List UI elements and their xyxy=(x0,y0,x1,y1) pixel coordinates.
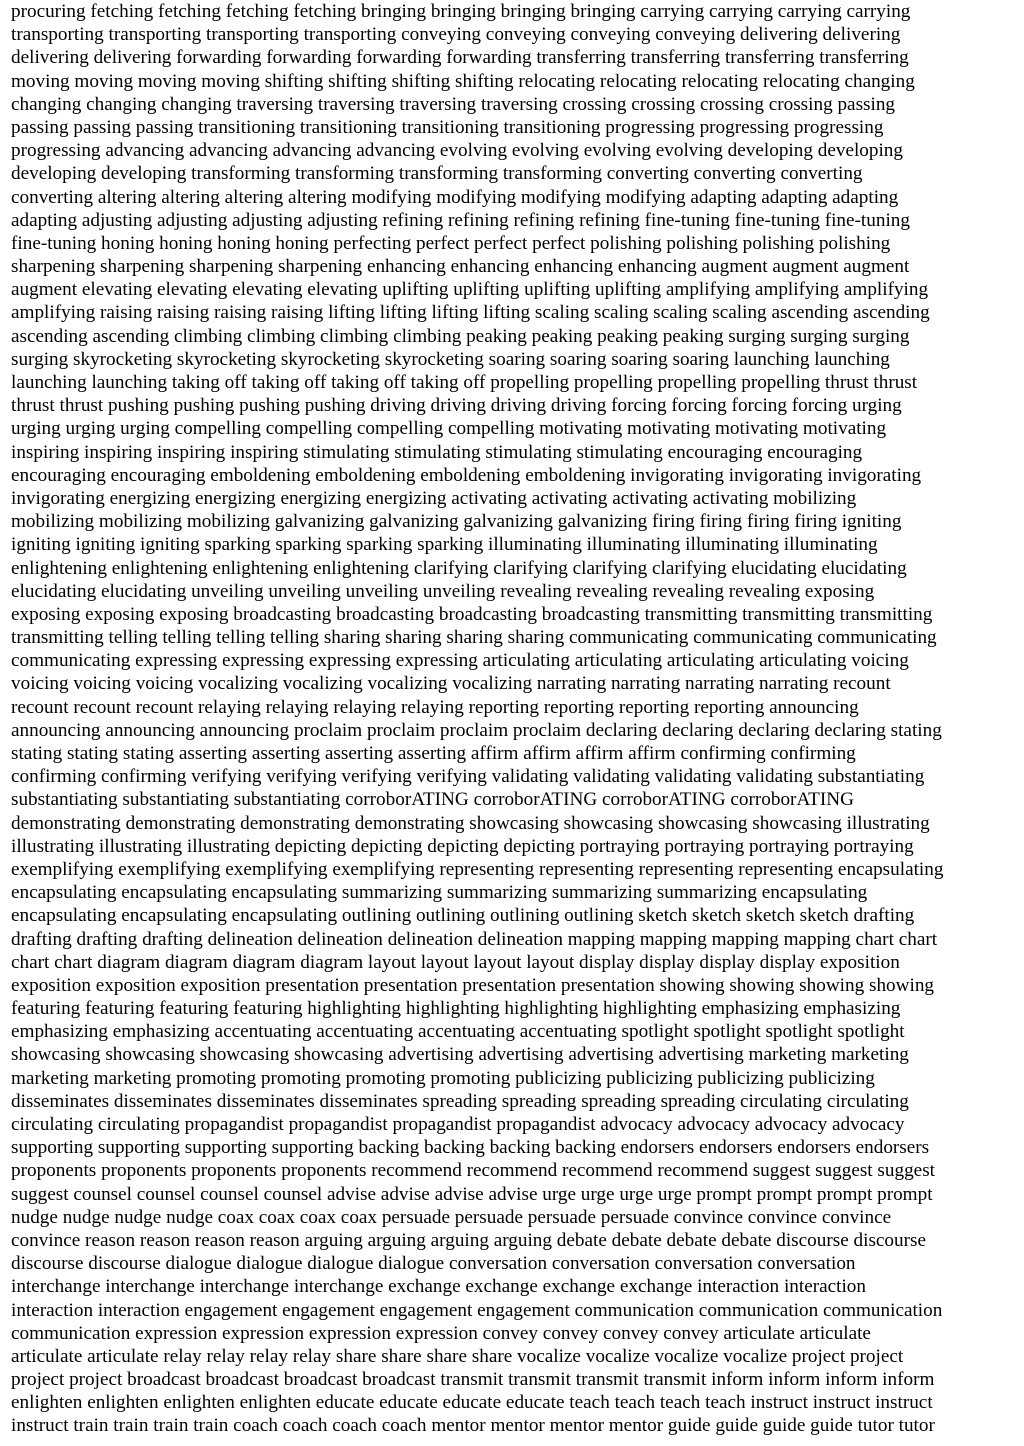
text-line: transporting transporting transporting transporting conveying conveying conveying conveying delivering delivering xyxy=(11,24,901,46)
text-line: urging urging urging compelling compelling compelling compelling motivating motivating motivating motivating xyxy=(11,418,887,440)
text-line: featuring featuring featuring featuring highlighting highlighting highlighting highlighting emphasizing emphasizing xyxy=(11,998,901,1020)
text-line: inspiring inspiring inspiring inspiring stimulating stimulating stimulating stimulating encouraging encouraging xyxy=(11,441,863,463)
text-line: instruct train train train train coach coach coach coach mentor mentor mentor mentor guide guide guide guide tutor tutor xyxy=(11,1415,935,1437)
text-line: demonstrating demonstrating demonstrating demonstrating showcasing showcasing showcasing showcasing illustrating xyxy=(11,812,930,834)
text-line: surging skyrocketing skyrocketing skyrocketing skyrocketing soaring soaring soaring soaring launching launching xyxy=(11,348,890,370)
text-line: discourse discourse dialogue dialogue dialogue dialogue conversation conversation conversation conversation xyxy=(11,1253,856,1275)
text-line: disseminates disseminates disseminates disseminates spreading spreading spreading spreading circulating circulating xyxy=(11,1090,909,1112)
text-line: voicing voicing voicing vocalizing vocalizing vocalizing vocalizing narrating narrating narrating narrating recount xyxy=(11,673,891,695)
text-line: launching launching taking off taking off taking off taking off propelling propelling propelling propelling thrust thrust xyxy=(11,372,918,393)
text-line: convince reason reason reason reason arguing arguing arguing arguing debate debate debate debate discourse discourse xyxy=(11,1229,926,1251)
text-line: supporting supporting supporting supporting backing backing backing backing endorsers endorsers endorsers endorsers xyxy=(11,1137,930,1159)
text-line: converting altering altering altering altering modifying modifying modifying modifying adapting adapting adapting xyxy=(11,186,899,208)
body-text xyxy=(11,0,1024,1438)
text-line: recount recount recount relaying relaying relaying relaying reporting reporting reporting reporting announcing xyxy=(11,696,859,718)
text-line: illustrating illustrating illustrating depicting depicting depicting depicting portraying portraying portraying portraying xyxy=(11,835,914,857)
text-line: progressing advancing advancing advancing advancing evolving evolving evolving evolving developing developing xyxy=(11,140,903,162)
text-line: exposing exposing exposing broadcasting broadcasting broadcasting broadcasting transmitting transmitting transmitting xyxy=(11,603,933,625)
text-line: passing passing passing transitioning transitioning transitioning transitioning progressing progressing progressing xyxy=(11,116,884,138)
text-line: chart chart diagram diagram diagram diagram layout layout layout layout display display display display exposition xyxy=(11,951,900,973)
text-line: emphasizing emphasizing accentuating accentuating accentuating accentuating spotlight spotlight spotlight spotlight xyxy=(11,1021,905,1043)
text-line: drafting drafting drafting delineation delineation delineation delineation mapping mapping mapping mapping chart chart xyxy=(11,928,938,950)
text-line: stating stating stating asserting asserting asserting asserting affirm affirm affirm affirm confirming confirming xyxy=(11,743,856,764)
text-line: articulate articulate relay relay relay relay share share share share vocalize vocalize vocalize vocalize project project xyxy=(11,1345,904,1367)
text-line: enlighten enlighten enlighten enlighten educate educate educate educate teach teach teach teach instruct instruct instruct xyxy=(11,1392,933,1414)
text-line: transmitting telling telling telling telling sharing sharing sharing sharing communicating communicating communicating xyxy=(11,627,937,649)
text-line: encapsulating encapsulating encapsulating summarizing summarizing summarizing summarizing encapsulating xyxy=(11,882,868,904)
text-line: suggest counsel counsel counsel counsel advise advise advise advise urge urge urge urge prompt prompt prompt prompt xyxy=(11,1183,933,1205)
text-line: igniting igniting igniting sparking sparking sparking sparking illuminating illuminating illuminating illuminating xyxy=(11,534,878,556)
text-line: exposition exposition exposition presentation presentation presentation presentation showing showing showing showing xyxy=(11,974,935,996)
text-line: marketing marketing promoting promoting promoting promoting publicizing publicizing publicizing publicizing xyxy=(11,1067,875,1089)
text-line: exemplifying exemplifying exemplifying exemplifying representing representing representing representing encapsulating xyxy=(11,858,944,880)
text-line: thrust thrust pushing pushing pushing pushing driving driving driving driving forcing forcing forcing forcing urging xyxy=(11,395,902,417)
text-line: enlightening enlightening enlightening enlightening clarifying clarifying clarifying clarifying elucidating elucidating xyxy=(11,557,907,579)
text-line: circulating circulating propagandist propagandist propagandist propagandist advocacy advocacy advocacy advocacy xyxy=(11,1114,905,1135)
text-line: augment elevating elevating elevating elevating uplifting uplifting uplifting uplifting amplifying amplifying amplifying xyxy=(11,279,929,301)
text-line: sharpening sharpening sharpening sharpening enhancing enhancing enhancing enhancing augment augment augment xyxy=(11,256,910,278)
text-line: communicating expressing expressing expressing expressing articulating articulating articulating articulating voicing xyxy=(11,650,909,672)
text-line: procuring fetching fetching fetching fetching bringing bringing bringing bringing carrying carrying carrying carrying xyxy=(11,1,911,22)
text-line: delivering delivering forwarding forwarding forwarding forwarding transferring transferring transferring transferring xyxy=(11,47,909,69)
text-line: adapting adjusting adjusting adjusting adjusting refining refining refining refining fine-tuning fine-tuning fine-tuning xyxy=(11,209,910,231)
text-line: developing developing transforming transforming transforming transforming converting converting converting xyxy=(11,163,863,185)
text-line: changing changing changing traversing traversing traversing traversing crossing crossing crossing crossing passing xyxy=(11,93,896,115)
text-line: showcasing showcasing showcasing showcasing advertising advertising advertising advertising marketing marketing xyxy=(11,1044,909,1066)
text-line: ascending ascending climbing climbing climbing climbing peaking peaking peaking peaking surging surging surging xyxy=(11,325,910,347)
text-line: encouraging encouraging emboldening emboldening emboldening emboldening invigorating invigorating invigorating xyxy=(11,464,922,486)
text-line: confirming confirming verifying verifying verifying verifying validating validating validating validating substantiating xyxy=(11,766,925,788)
text-line: fine-tuning honing honing honing honing perfecting perfect perfect perfect polishing polishing polishing polishing xyxy=(11,232,891,254)
text-line: proponents proponents proponents proponents recommend recommend recommend recommend suggest suggest suggest xyxy=(11,1160,935,1182)
text-line: amplifying raising raising raising raising lifting lifting lifting lifting scaling scaling scaling scaling ascending ascending xyxy=(11,302,930,324)
text-line: announcing announcing announcing proclaim proclaim proclaim proclaim declaring declaring declaring declaring stating xyxy=(11,719,942,741)
text-line: moving moving moving moving shifting shifting shifting shifting relocating relocating relocating relocating changing xyxy=(11,70,915,92)
text-line: nudge nudge nudge nudge coax coax coax coax persuade persuade persuade persuade convince convince convince xyxy=(11,1206,892,1228)
text-line: mobilizing mobilizing mobilizing galvanizing galvanizing galvanizing galvanizing firing firing firing firing igniting xyxy=(11,511,902,533)
text-line: communication expression expression expression expression convey convey convey convey articulate articulate xyxy=(11,1322,871,1344)
text-line: substantiating substantiating substantiating corroborATING corroborATING corroborATING corroborATING xyxy=(11,789,854,811)
text-line: interchange interchange interchange interchange exchange exchange exchange exchange interaction interaction xyxy=(11,1276,866,1298)
text-line: project project broadcast broadcast broadcast broadcast transmit transmit transmit transmit inform inform inform inform xyxy=(11,1369,935,1391)
text-line: encapsulating encapsulating encapsulating outlining outlining outlining outlining sketch sketch sketch sketch drafting xyxy=(11,905,915,927)
text-line: invigorating energizing energizing energizing energizing activating activating activating activating mobilizing xyxy=(11,487,857,509)
text-line: elucidating elucidating unveiling unveiling unveiling unveiling revealing revealing revealing revealing exposing xyxy=(11,580,875,602)
text-line: interaction interaction engagement engagement engagement engagement communication communication communication xyxy=(11,1299,943,1321)
